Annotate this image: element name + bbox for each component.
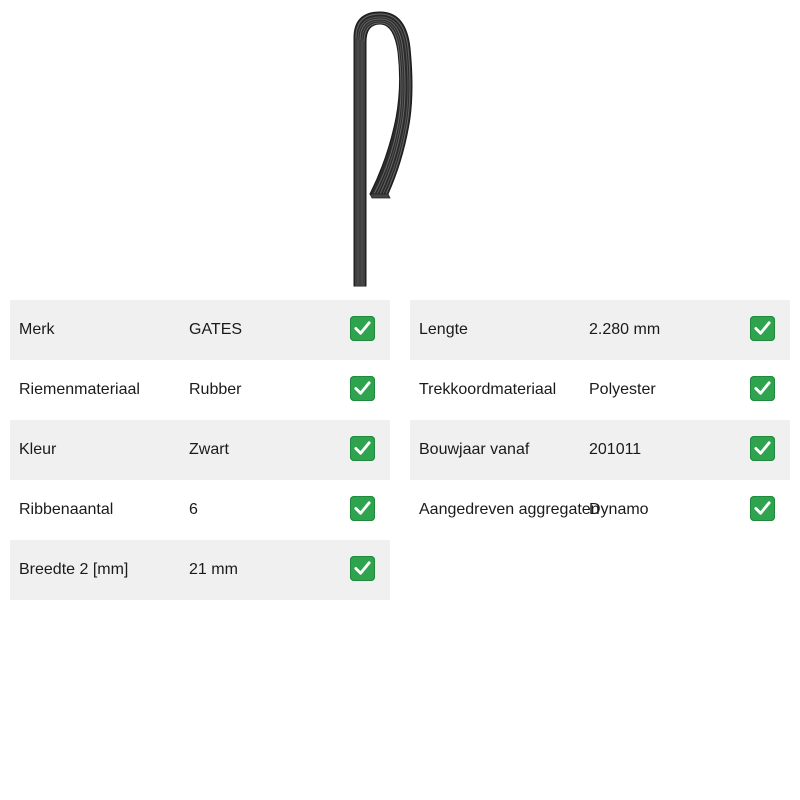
belt-product-image xyxy=(340,8,460,290)
spec-row-ribbenaantal xyxy=(10,480,390,540)
spec-value: 2.280 mm xyxy=(589,321,661,338)
spec-value: Rubber xyxy=(189,381,242,398)
spec-value: Polyester xyxy=(589,381,656,398)
spec-row-bouwjaar xyxy=(410,420,790,480)
spec-table-left xyxy=(10,300,390,600)
spec-value: Dynamo xyxy=(589,501,649,518)
spec-row-breedte xyxy=(10,540,390,600)
belt-illustration xyxy=(340,8,460,290)
check-icon xyxy=(350,316,375,341)
check-icon xyxy=(350,436,375,461)
spec-value: 6 xyxy=(189,501,198,518)
check-icon xyxy=(750,316,775,341)
check-icon xyxy=(750,436,775,461)
spec-row-riemenmateriaal xyxy=(10,360,390,420)
spec-row-kleur xyxy=(10,420,390,480)
check-icon xyxy=(350,376,375,401)
spec-table-right xyxy=(410,300,790,540)
spec-label: Breedte 2 [mm] xyxy=(19,561,129,578)
spec-label: Trekkoordmateriaal xyxy=(419,381,557,398)
spec-value: 201011 xyxy=(589,441,642,458)
spec-value: Zwart xyxy=(189,441,229,458)
spec-label: Bouwjaar vanaf xyxy=(419,441,530,458)
spec-label: Kleur xyxy=(19,441,57,458)
spec-label: Ribbenaantal xyxy=(19,501,114,518)
spec-row-trekkoordmateriaal xyxy=(410,360,790,420)
spec-row-lengte xyxy=(410,300,790,360)
check-icon xyxy=(350,496,375,521)
spec-value: 21 mm xyxy=(189,561,238,578)
check-icon xyxy=(750,496,775,521)
check-icon xyxy=(750,376,775,401)
spec-label: Aangedreven aggregaten xyxy=(419,501,600,518)
spec-row-aggregaten xyxy=(410,480,790,540)
spec-label: Lengte xyxy=(419,321,468,338)
spec-value: GATES xyxy=(189,321,243,338)
check-icon xyxy=(350,556,375,581)
spec-row-merk xyxy=(10,300,390,360)
spec-label: Merk xyxy=(19,321,55,338)
spec-label: Riemenmateriaal xyxy=(19,381,140,398)
